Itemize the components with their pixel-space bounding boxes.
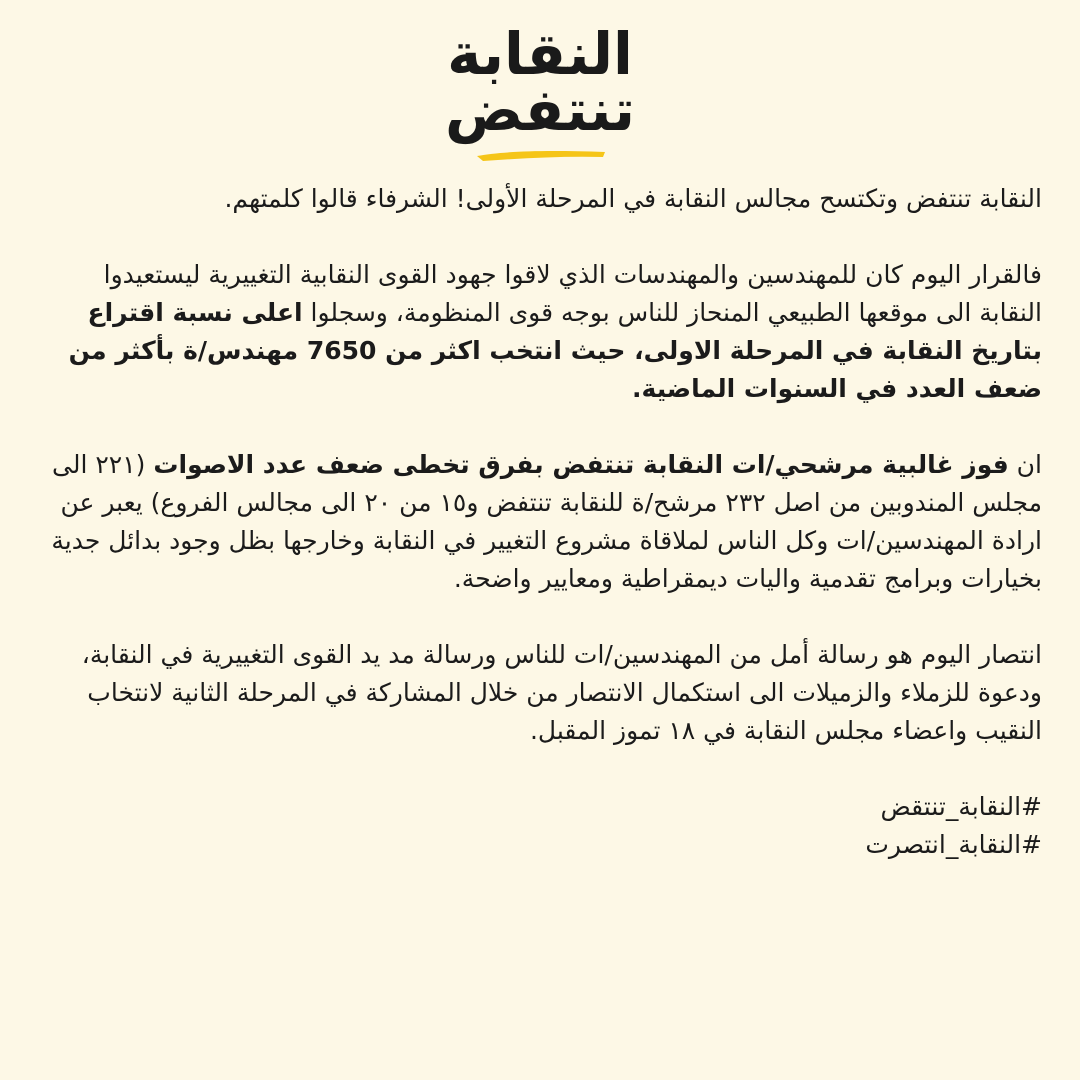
paragraph-headline [38, 180, 1042, 218]
logo-underline-icon [475, 148, 607, 162]
paragraph-3-lead: ان [1008, 450, 1042, 479]
paragraph-3-bold: فوز غالبية مرشحي/ات النقابة تنتفض بفرق تخطى ضعف عدد الاصوات [153, 450, 1009, 479]
paragraph-2-text: فالقرار اليوم كان للمهندسين والمهندسات الذي لاقوا جهود القوى النقابية التغييرية ليستعيدوا النقابة الى موقعها الطبيعي المنحاز للناس بوجه قوى المنظومة، وسجلوا [103, 260, 1042, 327]
paragraph-4-text: انتصار اليوم هو رسالة أمل من المهندسين/ات للناس ورسالة مد يد القوى التغييرية في النقابة، ودعوة للزملاء والزميلات الى استكمال الانتصار من خلال المشاركة في المرحلة الثانية لانتخاب النقيب واعضاء مجلس النقابة في ١٨ تموز المقبل. [81, 640, 1042, 745]
logo [445, 22, 635, 162]
paragraph-1-text: النقابة تنتفض وتكتسح مجالس النقابة في المرحلة الأولى! الشرفاء قالوا كلمتهم. [224, 184, 1042, 213]
logo-line-1: النقابة [447, 20, 633, 88]
post-body [38, 180, 1042, 864]
hashtag-1: #النقابة_تنتقض [880, 792, 1042, 821]
paragraph-2-bold: اعلى نسبة اقتراع بتاريخ النقابة في المرحلة الاولى، حيث انتخب اكثر من 7650 مهندس/ة بأكثر من ضعف العدد في السنوات الماضية. [68, 298, 1042, 403]
paragraph-3-text: (٢٢١ الى مجلس المندوبين من اصل ٢٣٢ مرشح/ة للنقابة تنتفض و١٥ من ٢٠ الى مجالس الفروع) يعبر عن ارادة المهندسين/ات وكل الناس لملاقاة مشروع التغيير في النقابة وخارجها بظل وجود بدائل جدية بخيارات وبرامج تقدمية واليات ديمقراطية ومعايير واضحة. [51, 450, 1042, 593]
logo-line-2: تنتفض [444, 76, 635, 144]
paragraph-results [38, 446, 1042, 598]
hashtags [38, 788, 1042, 864]
hashtag-2: #النقابة_انتصرت [865, 830, 1042, 859]
paragraph-message [38, 636, 1042, 750]
paragraph-turnout [38, 256, 1042, 408]
